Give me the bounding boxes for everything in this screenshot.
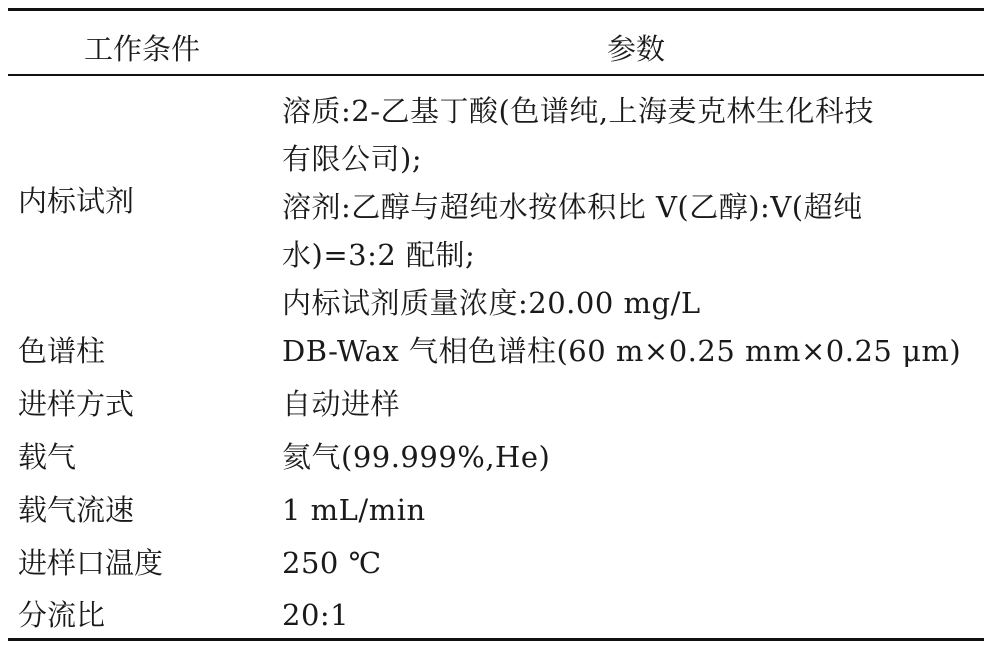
value-line: 溶剂:乙醇与超纯水按体积比 V(乙醇):V(超纯	[282, 190, 863, 224]
header-condition: 工作条件	[84, 32, 201, 66]
bottom-rule	[8, 638, 984, 641]
condition-cell: 分流比	[18, 598, 106, 632]
condition-cell: 色谱柱	[18, 334, 106, 368]
condition-cell: 载气流速	[18, 493, 135, 527]
condition-cell: 内标试剂	[18, 184, 135, 218]
value-cell: 氦气(99.999%,He)	[282, 440, 551, 474]
value-cell: 自动进样	[282, 387, 401, 421]
value-cell: 20:1	[282, 598, 350, 632]
value-cell: 1 mL/min	[282, 493, 426, 527]
value-cell: 250 ℃	[282, 546, 382, 580]
condition-cell: 进样方式	[18, 387, 135, 421]
header-parameter: 参数	[607, 32, 666, 66]
condition-cell: 进样口温度	[18, 546, 164, 580]
header-rule	[8, 74, 984, 76]
value-line: 有限公司);	[282, 142, 423, 176]
value-line: 溶质:2-乙基丁酸(色谱纯,上海麦克林生化科技	[282, 94, 875, 128]
value-line: 内标试剂质量浓度:20.00 mg/L	[282, 286, 701, 320]
value-cell: DB-Wax 气相色谱柱(60 m×0.25 mm×0.25 μm)	[282, 334, 962, 368]
value-line: 水)=3:2 配制;	[282, 238, 476, 272]
condition-cell: 载气	[18, 440, 77, 474]
table-header	[8, 11, 984, 74]
value-cell	[282, 87, 874, 327]
